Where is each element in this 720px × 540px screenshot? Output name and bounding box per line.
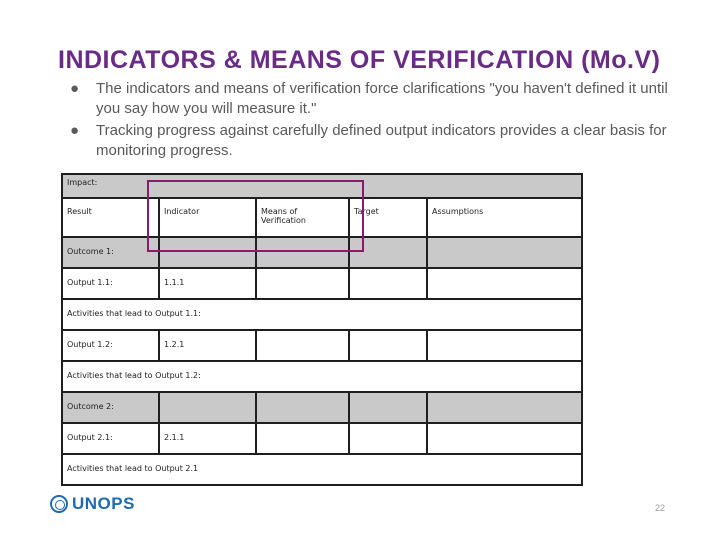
slide-title: INDICATORS & MEANS OF VERIFICATION (Mo.V) [58,46,661,74]
output-row [62,330,582,361]
unops-logo [50,494,135,514]
activities-label: Activities that lead to Output 1.1: [62,299,582,330]
outcome-label: Outcome 2: [62,392,159,423]
page-number: 22 [655,503,666,513]
output-indicator: 1.2.1 [159,330,256,361]
output-indicator: 1.1.1 [159,268,256,299]
activities-label: Activities that lead to Output 1.2: [62,361,582,392]
bullet-text: The indicators and means of verification force clarifications "you haven't defined it until you say how you will measure it." [96,80,668,117]
activities-row [62,454,582,485]
activities-label: Activities that lead to Output 2.1 [62,454,582,485]
bullet-item [70,79,690,119]
output-row [62,423,582,454]
logo-text: UNOPS [72,494,135,513]
bullet-dot-icon: ● [70,80,80,97]
output-label: Output 1.2: [62,330,159,361]
output-label: Output 2.1: [62,423,159,454]
header-means-of-verification: Means of Verification [256,198,349,237]
activities-row [62,361,582,392]
un-emblem-icon [50,495,68,513]
bullet-text: Tracking progress against carefully defined output indicators provides a clear basis for monitoring progress. [96,122,667,159]
bullet-item [70,121,690,161]
bullet-list [70,79,690,163]
header-result: Result [62,198,159,237]
bullet-dot-icon: ● [70,122,80,139]
highlight-box [147,180,364,252]
outcome-row [62,392,582,423]
activities-row [62,299,582,330]
output-label: Output 1.1: [62,268,159,299]
header-target: Target [349,198,427,237]
header-indicator: Indicator [159,198,256,237]
output-indicator: 2.1.1 [159,423,256,454]
outcome-label: Outcome 1: [62,237,159,268]
output-row [62,268,582,299]
impact-label: Impact: [62,174,582,198]
header-assumptions: Assumptions [427,198,582,237]
